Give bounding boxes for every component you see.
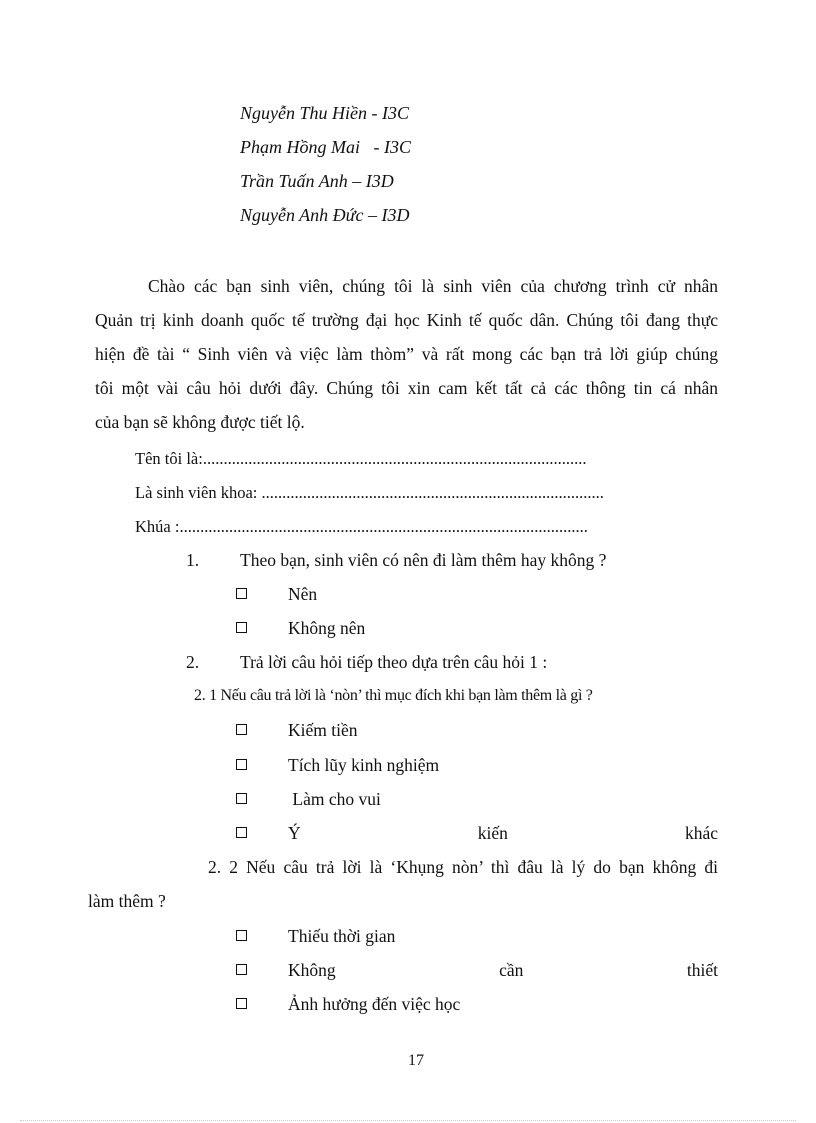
option-label: Nên	[288, 584, 318, 604]
question-2-1-text: 2. 1 Nếu câu trả lời là ‘nòn’ thì mục đích khi bạn làm thêm là gì ?	[194, 687, 593, 704]
option-word: cần	[499, 960, 524, 980]
page-number: 17	[408, 1052, 424, 1069]
question-2	[0, 652, 816, 674]
option-label: Không nên	[288, 618, 366, 638]
checkbox-icon[interactable]	[236, 759, 247, 770]
option-label: Kiếm tiền	[288, 720, 358, 740]
checkbox-icon[interactable]	[236, 724, 247, 735]
option-word: thiết	[686, 960, 718, 980]
name-field[interactable]: Tên tôi là:.............................................................................................	[135, 449, 587, 468]
author-3: Trần Tuấn Anh – I3D	[240, 171, 394, 191]
author-1: Nguyễn Thu Hiền - I3C	[240, 103, 409, 123]
checkbox-icon[interactable]	[236, 964, 247, 975]
option-label: Làm cho vui	[288, 789, 381, 809]
option-y-kien-khac-label	[288, 823, 718, 844]
intro-line: Chào các bạn sinh viên, chúng tôi là sinh viên của chương trình cử nhân	[148, 276, 718, 296]
checkbox-icon[interactable]	[236, 930, 247, 941]
question-1-text: Theo bạn, sinh viên có nên đi làm thêm hay không ?	[240, 550, 607, 570]
checkbox-icon[interactable]	[236, 588, 247, 599]
course-field[interactable]: Khúa :...................................................................................................	[135, 517, 588, 536]
question-2-number: 2.	[186, 652, 200, 672]
intro-line: tôi một vài câu hỏi dưới đây. Chúng tôi xin cam kết tất cả các thông tin cá nhân	[95, 378, 718, 398]
checkbox-icon[interactable]	[236, 998, 247, 1009]
option-label: Thiếu thời gian	[288, 926, 396, 946]
author-4: Nguyễn Anh Đức – I3D	[240, 205, 410, 225]
option-word: kiến	[477, 823, 508, 843]
option-word: khác	[684, 823, 718, 843]
question-2-2-line-1: 2. 2 Nếu câu trả lời là ‘Khụng nòn’ thì đâu là lý do bạn không đi	[208, 857, 718, 877]
page-bottom-divider	[20, 1120, 796, 1121]
option-label: Ảnh hưởng đến việc học	[288, 994, 461, 1014]
question-2-2-line-2: làm thêm ?	[88, 891, 166, 911]
intro-line: Quản trị kinh doanh quốc tế trường đại học Kinh tế quốc dân. Chúng tôi đang thực	[95, 310, 718, 330]
checkbox-icon[interactable]	[236, 827, 247, 838]
checkbox-icon[interactable]	[236, 793, 247, 804]
intro-paragraph	[95, 269, 718, 439]
question-2-text: Trả lời câu hỏi tiếp theo dựa trên câu hỏi 1 :	[240, 652, 548, 672]
intro-line: hiện đề tài “ Sinh viên và việc làm thòm” và rất mong các bạn trả lời giúp chúng	[95, 344, 718, 364]
faculty-field[interactable]: Là sinh viên khoa: ...................................................................................	[135, 483, 604, 502]
option-word: Ý	[288, 823, 301, 843]
question-1	[0, 550, 816, 572]
option-word: Không	[288, 960, 336, 980]
author-2: Phạm Hồng Mai - I3C	[240, 137, 411, 157]
question-1-number: 1.	[186, 550, 200, 570]
intro-line: của bạn sẽ không được tiết lộ.	[95, 412, 305, 432]
option-label: Tích lũy kinh nghiệm	[288, 755, 440, 775]
checkbox-icon[interactable]	[236, 622, 247, 633]
option-khong-can-thiet-label	[288, 960, 718, 981]
